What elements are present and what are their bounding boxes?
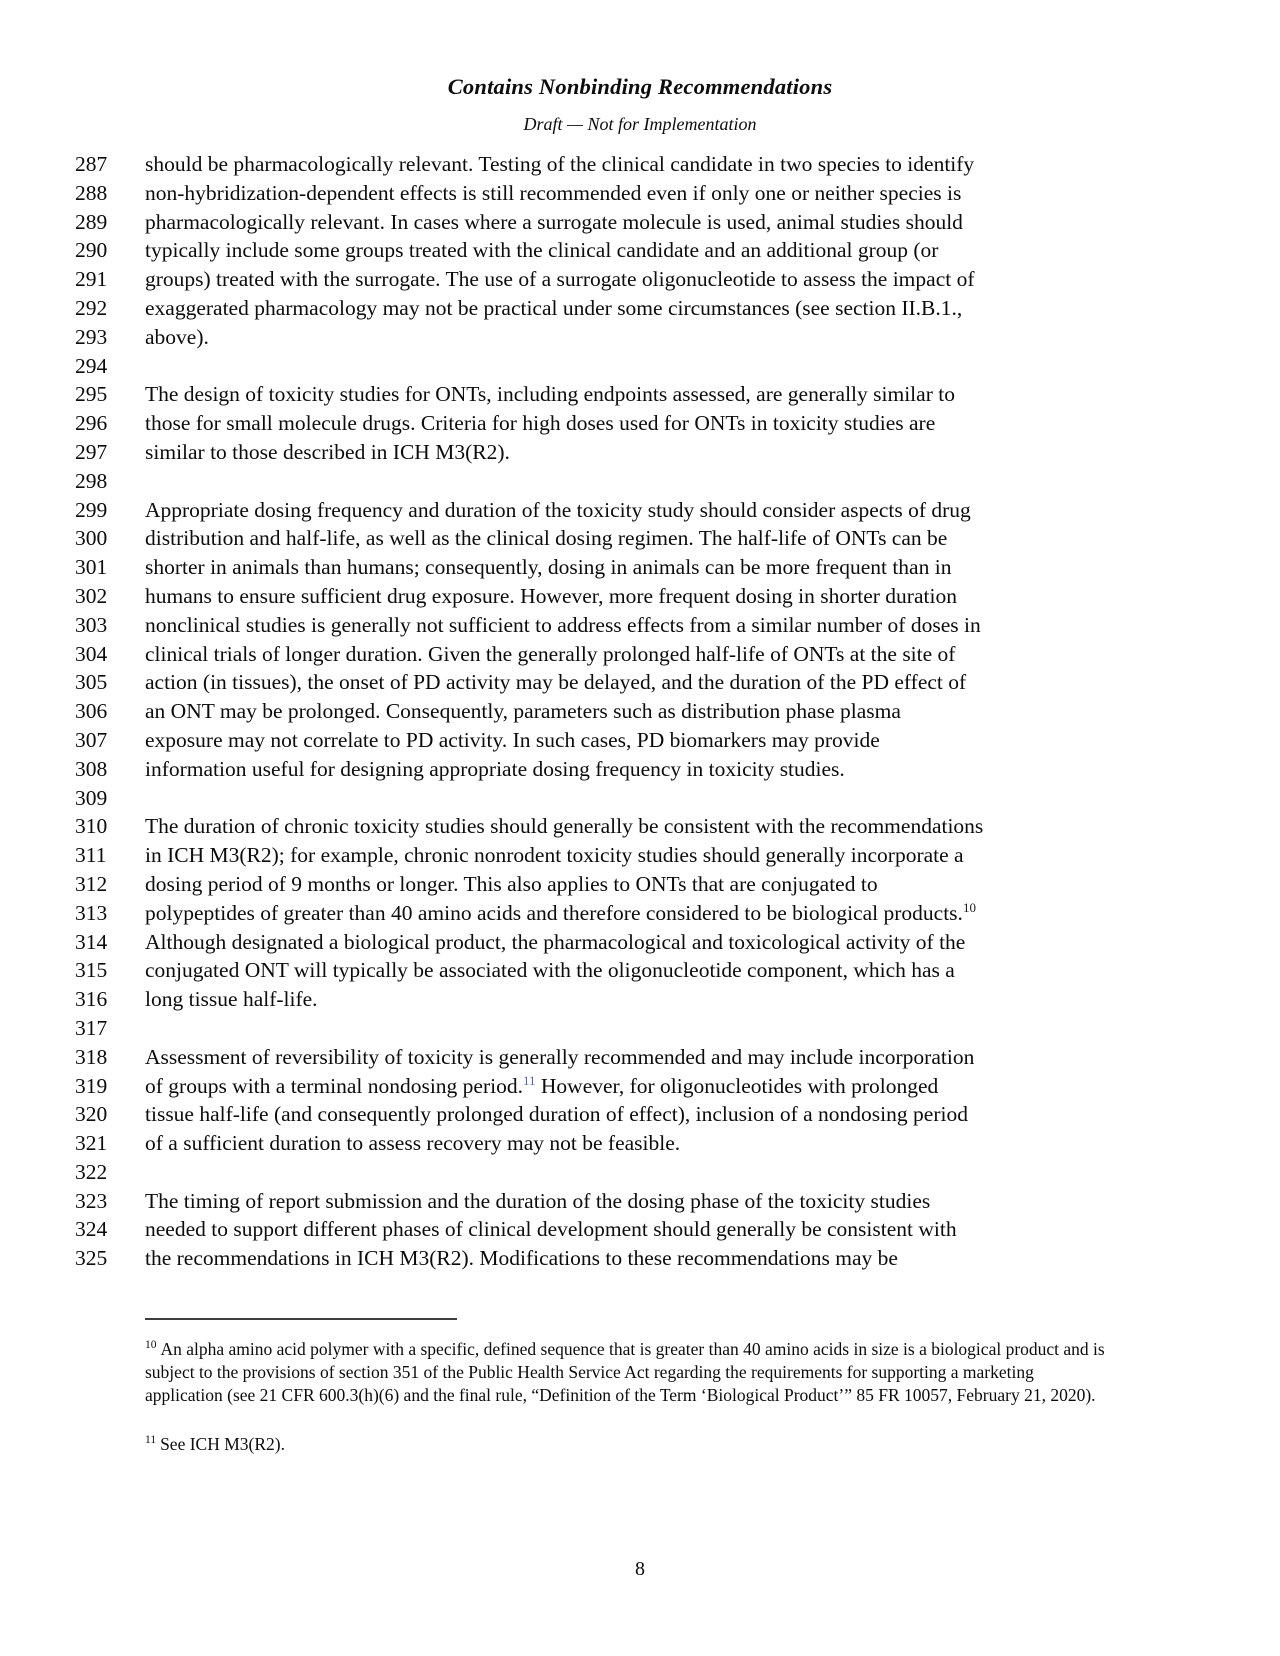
line-number: 299: [75, 497, 108, 522]
line-number: 301: [75, 555, 108, 580]
line-number: 324: [75, 1217, 108, 1242]
footnote-item: [145, 1433, 1110, 1456]
line-number: 302: [75, 583, 108, 608]
line-number: 317: [75, 1015, 108, 1040]
line-text: long tissue half-life.: [145, 987, 318, 1012]
line-number: 295: [75, 382, 108, 407]
footnote-ref[interactable]: 11: [522, 1072, 536, 1088]
line-number: 288: [75, 180, 108, 205]
footnote-separator: [145, 1318, 457, 1320]
line-text: exposure may not correlate to PD activity. In such cases, PD biomarkers may provide: [145, 727, 880, 752]
line-number: 314: [75, 929, 108, 954]
document-header-title: Contains Nonbinding Recommendations: [447, 74, 833, 99]
line-number: 289: [75, 209, 108, 234]
line-number: 292: [75, 295, 108, 320]
text-line: [75, 870, 1205, 899]
line-text: of groups with a terminal nondosing period.$^{11}$ However, for oligonucleotides with prolonged: [145, 1072, 939, 1098]
footnote-ref[interactable]: 10: [962, 899, 976, 915]
line-number: 325: [75, 1246, 108, 1271]
line-text: groups) treated with the surrogate. The use of a surrogate oligonucleotide to assess the impact of: [145, 267, 975, 292]
line-number: 322: [75, 1159, 108, 1184]
line-number: 320: [75, 1102, 108, 1127]
line-text: Assessment of reversibility of toxicity is generally recommended and may include incorporation: [145, 1044, 975, 1069]
text-line: [75, 1244, 1205, 1273]
text-line: [75, 928, 1205, 957]
line-text: [145, 784, 1205, 813]
line-text: The design of toxicity studies for ONTs, including endpoints assessed, are generally similar to: [145, 382, 955, 407]
line-number: 323: [75, 1188, 108, 1213]
footnote-marker: 11: [145, 1434, 157, 1447]
line-number: 294: [75, 353, 108, 378]
footnote-marker: 10: [145, 1339, 157, 1352]
line-number: 291: [75, 267, 108, 292]
text-line: [75, 438, 1205, 467]
line-number: 300: [75, 526, 108, 551]
text-line: [75, 812, 1205, 841]
line-number: 306: [75, 699, 108, 724]
text-line: [75, 380, 1205, 409]
text-line: [75, 1100, 1205, 1129]
line-text: of a sufficient duration to assess recovery may not be feasible.: [145, 1131, 681, 1156]
line-number: 312: [75, 871, 108, 896]
text-line: [75, 467, 1205, 496]
footnote-list: [145, 1338, 1110, 1456]
line-text: polypeptides of greater than 40 amino acids and therefore considered to be biological products.$^{10}$: [145, 899, 976, 925]
page-number: 8: [635, 1558, 645, 1580]
line-text: conjugated ONT will typically be associated with the oligonucleotide component, which has a: [145, 958, 955, 983]
line-number: 315: [75, 958, 108, 983]
line-text: typically include some groups treated with the clinical candidate and an additional group (or: [145, 238, 939, 263]
text-line: [75, 1014, 1205, 1043]
line-number: 310: [75, 814, 108, 839]
line-text: similar to those described in ICH M3(R2).: [145, 439, 510, 464]
text-line: [75, 1072, 1205, 1101]
line-text: in ICH M3(R2); for example, chronic nonrodent toxicity studies should generally incorporate a: [145, 843, 964, 868]
text-line: [75, 582, 1205, 611]
line-number: 297: [75, 439, 108, 464]
text-line: [75, 755, 1205, 784]
line-number: 307: [75, 727, 108, 752]
text-line: [75, 611, 1205, 640]
line-text: exaggerated pharmacology may not be practical under some circumstances (see section II.B.1.,: [145, 295, 963, 320]
footnote-section: [145, 1318, 1110, 1482]
text-line: [75, 1187, 1205, 1216]
line-text: Although designated a biological product, the pharmacological and toxicological activity of the: [145, 929, 966, 954]
text-line: [75, 265, 1205, 294]
text-line: [75, 208, 1205, 237]
text-line: [75, 841, 1205, 870]
text-line: [75, 553, 1205, 582]
text-line: [75, 294, 1205, 323]
line-text: an ONT may be prolonged. Consequently, parameters such as distribution phase plasma: [145, 699, 901, 724]
line-text: [145, 1158, 1205, 1187]
line-text: [145, 352, 1205, 381]
line-text: the recommendations in ICH M3(R2). Modifications to these recommendations may be: [145, 1246, 898, 1271]
text-line: [75, 1158, 1205, 1187]
text-line: [75, 899, 1205, 928]
line-text: Appropriate dosing frequency and duration of the toxicity study should consider aspects of drug: [145, 497, 971, 522]
text-line: [75, 323, 1205, 352]
line-number: 316: [75, 987, 108, 1012]
text-line: [75, 409, 1205, 438]
line-text: those for small molecule drugs. Criteria for high doses used for ONTs in toxicity studies are: [145, 411, 936, 436]
line-text: action (in tissues), the onset of PD activity may be delayed, and the duration of the PD effect of: [145, 670, 967, 695]
text-line: [75, 956, 1205, 985]
line-number: 304: [75, 641, 108, 666]
text-line: [75, 1043, 1205, 1072]
line-number: 309: [75, 785, 108, 810]
line-number: 296: [75, 411, 108, 436]
line-text: non-hybridization-dependent effects is still recommended even if only one or neither species is: [145, 180, 962, 205]
line-number: 287: [75, 152, 108, 176]
footnote-text: See ICH M3(R2).: [160, 1434, 285, 1454]
line-text: pharmacologically relevant. In cases where a surrogate molecule is used, animal studies should: [145, 209, 963, 234]
text-line: [75, 352, 1205, 381]
line-text: The duration of chronic toxicity studies should generally be consistent with the recommendations: [145, 814, 984, 839]
text-line: [75, 524, 1205, 553]
line-number: 321: [75, 1131, 108, 1156]
line-text: [145, 1014, 1205, 1043]
line-text: should be pharmacologically relevant. Testing of the clinical candidate in two species to identify: [145, 152, 975, 176]
line-text: above).: [145, 324, 209, 349]
line-text: tissue half-life (and consequently prolonged duration of effect), inclusion of a nondosing period: [145, 1102, 968, 1127]
text-line: [75, 179, 1205, 208]
line-text: nonclinical studies is generally not sufficient to address effects from a similar number of doses in: [145, 612, 981, 637]
text-line: [75, 784, 1205, 813]
text-line: [75, 1215, 1205, 1244]
footnote-text: An alpha amino acid polymer with a specific, defined sequence that is greater than 40 amino acids in size is a biological product and is subject to the provisions of section 351 of the Public Health Service Act regarding the requirements for supporting a marketing application (see 21 CFR 600.3(h)(6) and the final rule, “Definition of the Term ‘Biological Product’” 85 FR 10057, February 21, 2020).: [145, 1339, 1105, 1405]
line-text: [145, 467, 1205, 496]
footnote-item: [145, 1338, 1110, 1407]
line-number: 313: [75, 900, 108, 925]
line-number: 298: [75, 468, 108, 493]
text-line: [75, 668, 1205, 697]
line-number: 293: [75, 324, 108, 349]
line-number: 311: [75, 843, 107, 868]
text-line: [75, 985, 1205, 1014]
line-number: 303: [75, 612, 108, 637]
line-text: needed to support different phases of clinical development should generally be consistent with: [145, 1217, 957, 1242]
text-line: [75, 1129, 1205, 1158]
line-number: 319: [75, 1073, 108, 1098]
line-number: 308: [75, 756, 108, 781]
line-text: dosing period of 9 months or longer. This also applies to ONTs that are conjugated to: [145, 871, 878, 896]
line-text: information useful for designing appropriate dosing frequency in toxicity studies.: [145, 756, 845, 781]
text-line: [75, 236, 1205, 265]
line-text: The timing of report submission and the duration of the dosing phase of the toxicity studies: [145, 1188, 931, 1213]
line-number: 290: [75, 238, 108, 263]
line-number: 318: [75, 1044, 108, 1069]
text-line: [75, 697, 1205, 726]
text-line: [75, 726, 1205, 755]
line-text: shorter in animals than humans; consequently, dosing in animals can be more frequent than in: [145, 555, 952, 580]
document-header-subtitle: Draft — Not for Implementation: [523, 114, 757, 134]
line-list: [75, 150, 1205, 1273]
line-number: 305: [75, 670, 108, 695]
text-line: [75, 640, 1205, 669]
line-text: distribution and half-life, as well as the clinical dosing regimen. The half-life of ONTs can be: [145, 526, 948, 551]
line-text: humans to ensure sufficient drug exposure. However, more frequent dosing in shorter duration: [145, 583, 957, 608]
line-text: clinical trials of longer duration. Given the generally prolonged half-life of ONTs at the site of: [145, 641, 956, 666]
text-line: [75, 150, 1205, 179]
text-line: [75, 496, 1205, 525]
